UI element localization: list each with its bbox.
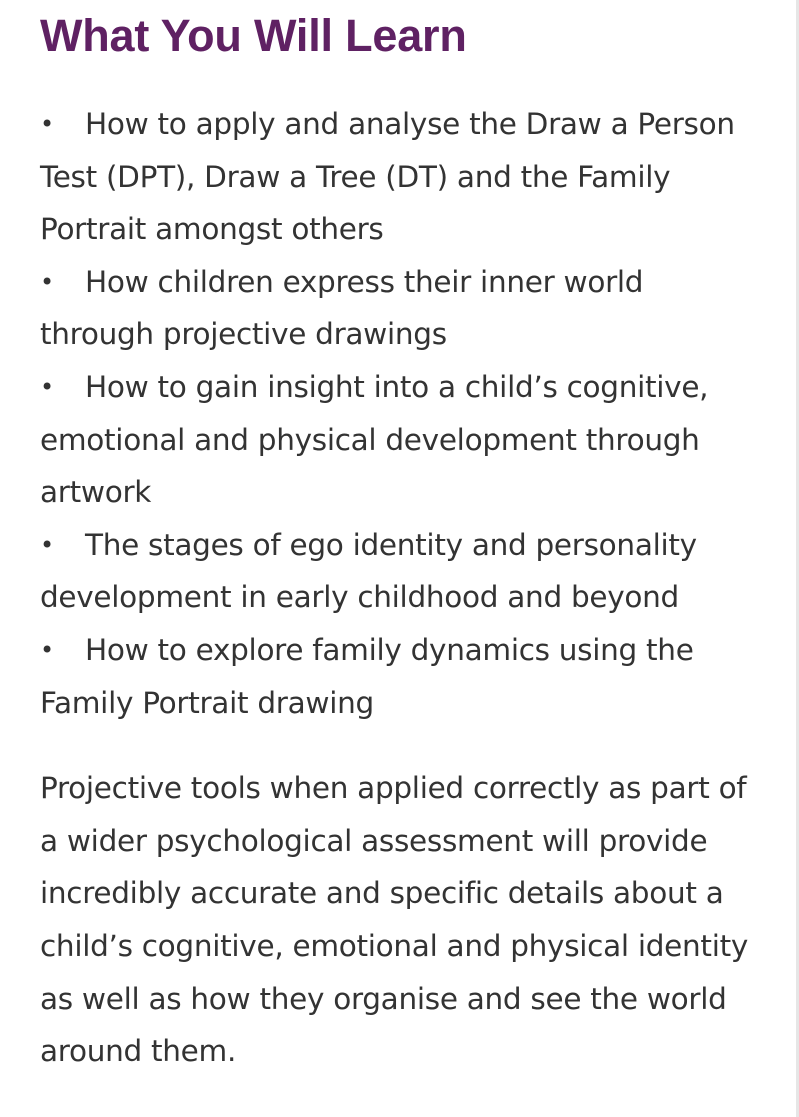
learning-outcome-text: How to explore family dynamics using the Family Portrait drawing [40,632,694,720]
learning-outcomes-list [40,98,760,729]
learning-outcome-item [40,361,760,519]
bullet-icon: • [40,267,54,296]
bullet-icon: • [40,635,54,664]
section-title: What You Will Learn [40,10,467,61]
description-paragraph: Projective tools when applied correctly as part of a wider psychological assessment will provide incredibly accurate and specific details about a child’s cognitive, emotional and physical identity as well as how they organise and see the world around them. [40,771,749,1069]
bullet-icon: • [40,530,54,559]
learning-outcome-text: How children express their inner world through projective drawings [40,264,644,352]
learning-outcome-item [40,624,760,729]
learning-outcome-text: How to gain insight into a child’s cognitive, emotional and physical development through artwork [40,369,709,510]
learning-outcome-text: The stages of ego identity and personality development in early childhood and beyond [40,527,697,615]
learning-outcome-item [40,98,760,256]
section-content [40,98,760,1078]
learning-outcome-item [40,519,760,624]
learning-outcome-text: How to apply and analyse the Draw a Person Test (DPT), Draw a Tree (DT) and the Family Portrait amongst others [40,107,735,247]
learning-outcome-item [40,256,760,361]
bullet-icon: • [40,110,54,138]
bullet-icon: • [40,372,54,401]
